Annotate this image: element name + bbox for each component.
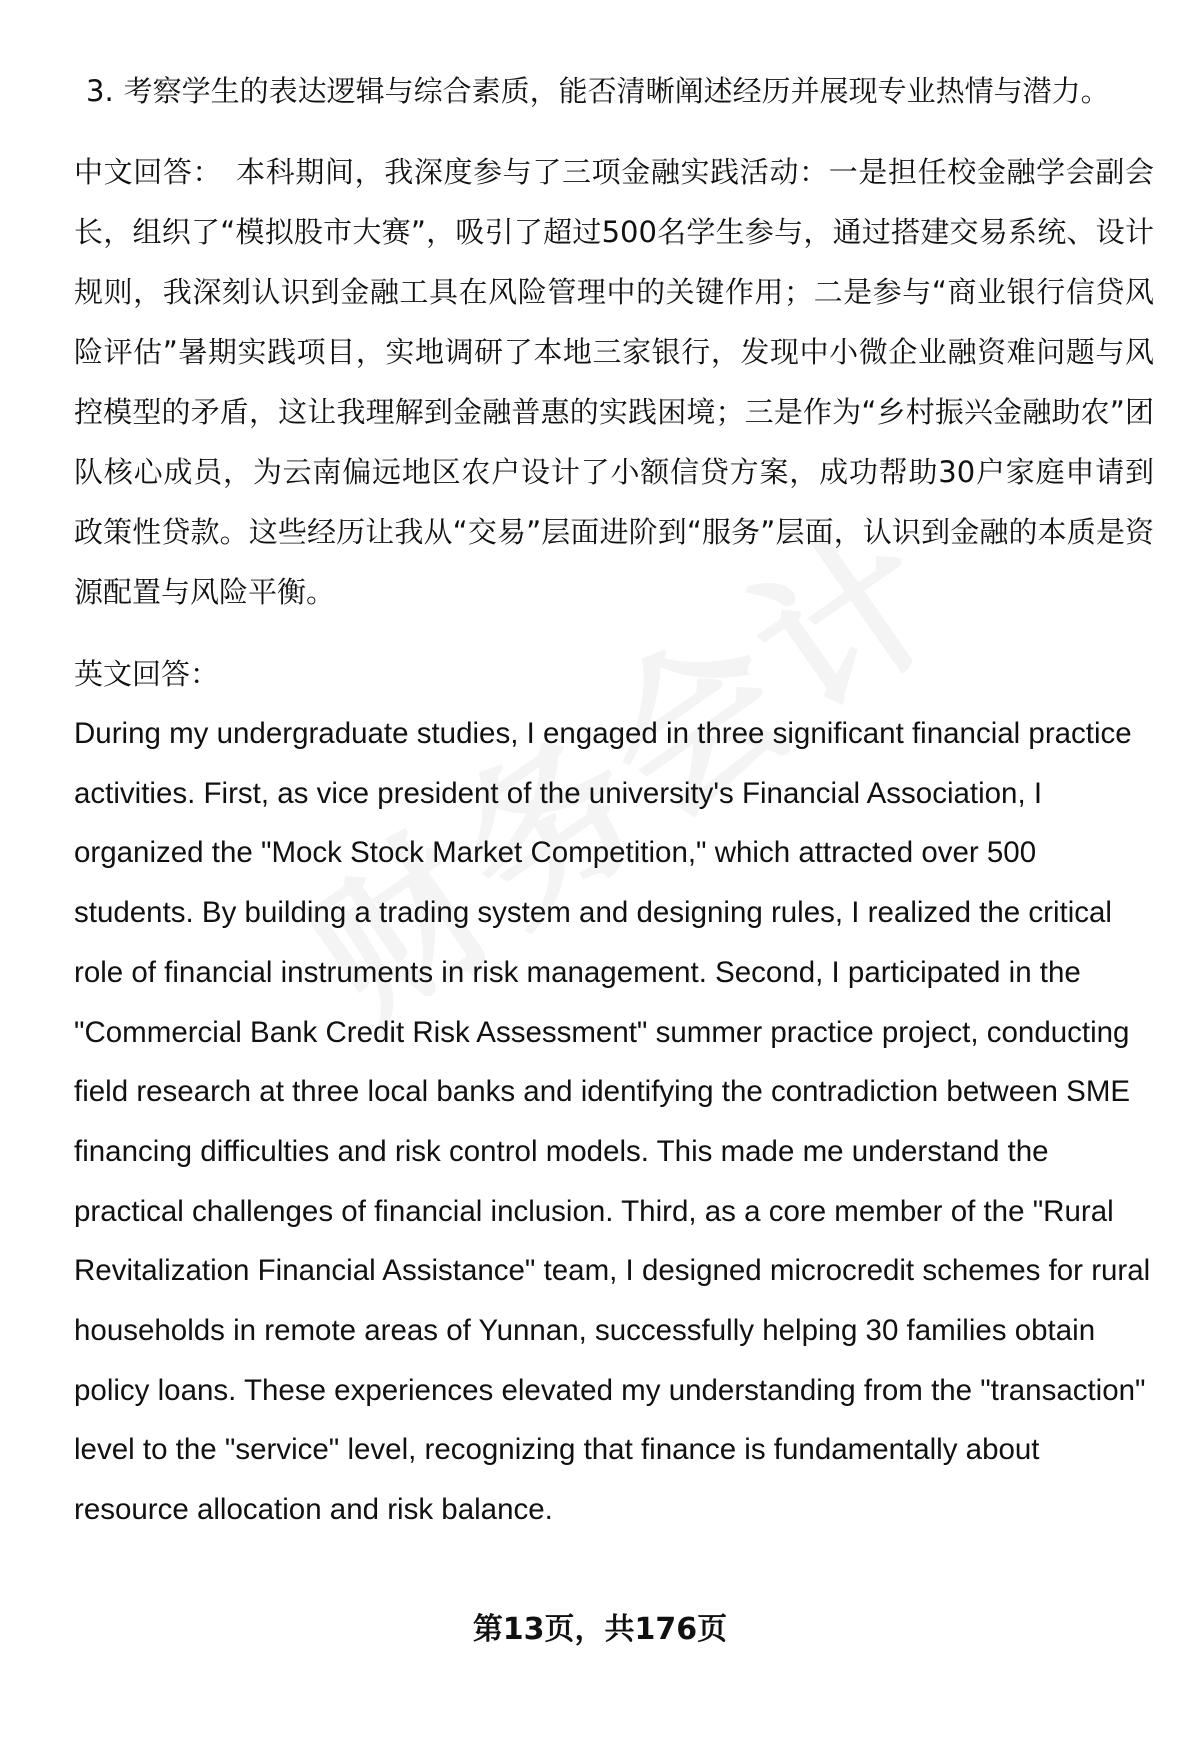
- point-number: 3.: [86, 74, 114, 108]
- chinese-answer-text: 本科期间，我深度参与了三项金融实践活动：一是担任校金融学会副会长，组织了“模拟股市大赛”，吸引了超过500名学生参与，通过搭建交易系统、设计规则，我深刻认识到金融工具在风险管理中的关键作用；二是参与“商业银行信贷风险评估”暑期实践项目，实地调研了本地三家银行，发现中小微企业融资难问题与风控模型的矛盾，这让我理解到金融普惠的实践困境；三是作为“乡村振兴金融助农”团队核心成员，为云南偏远地区农户设计了小额信贷方案，成功帮助30户家庭申请到政策性贷款。这些经历让我从“交易”层面进阶到“服务”层面，认识到金融的本质是资源配置与风险平衡。: [74, 155, 1154, 609]
- chinese-answer-label: 中文回答：: [74, 155, 223, 189]
- page-content: [74, 62, 1154, 1540]
- numbered-point: [86, 62, 1154, 120]
- english-answer-label: 英文回答：: [74, 657, 220, 691]
- chinese-answer: [74, 142, 1154, 622]
- point-text: 考察学生的表达逻辑与综合素质，能否清晰阐述经历并展现专业热情与潜力。: [123, 74, 1110, 108]
- english-answer-text: During my undergraduate studies, I engaged in three significant financial practice activities. First, as vice president of the university's Financial Association, I organized the "Mock Stock Market Competition," which attracted over 500 students. By building a trading system and designing rules, I realized the critical role of financial instruments in risk management. Second, I participated in the "Commercial Bank Credit Risk Assessment" summer practice project, conducting field research at three local banks and identifying the contradiction between SME financing difficulties and risk control models. This made me understand the practical challenges of financial inclusion. Third, as a core member of the "Rural Revitalization Financial Assistance" team, I designed microcredit schemes for rural households in remote areas of Yunnan, successfully helping 30 families obtain policy loans. These experiences elevated my understanding from the "transaction" level to the "service" level, recognizing that finance is fundamentally about resource allocation and risk balance.: [74, 717, 1151, 1527]
- page-indicator: 第13页，共176页: [472, 1612, 728, 1647]
